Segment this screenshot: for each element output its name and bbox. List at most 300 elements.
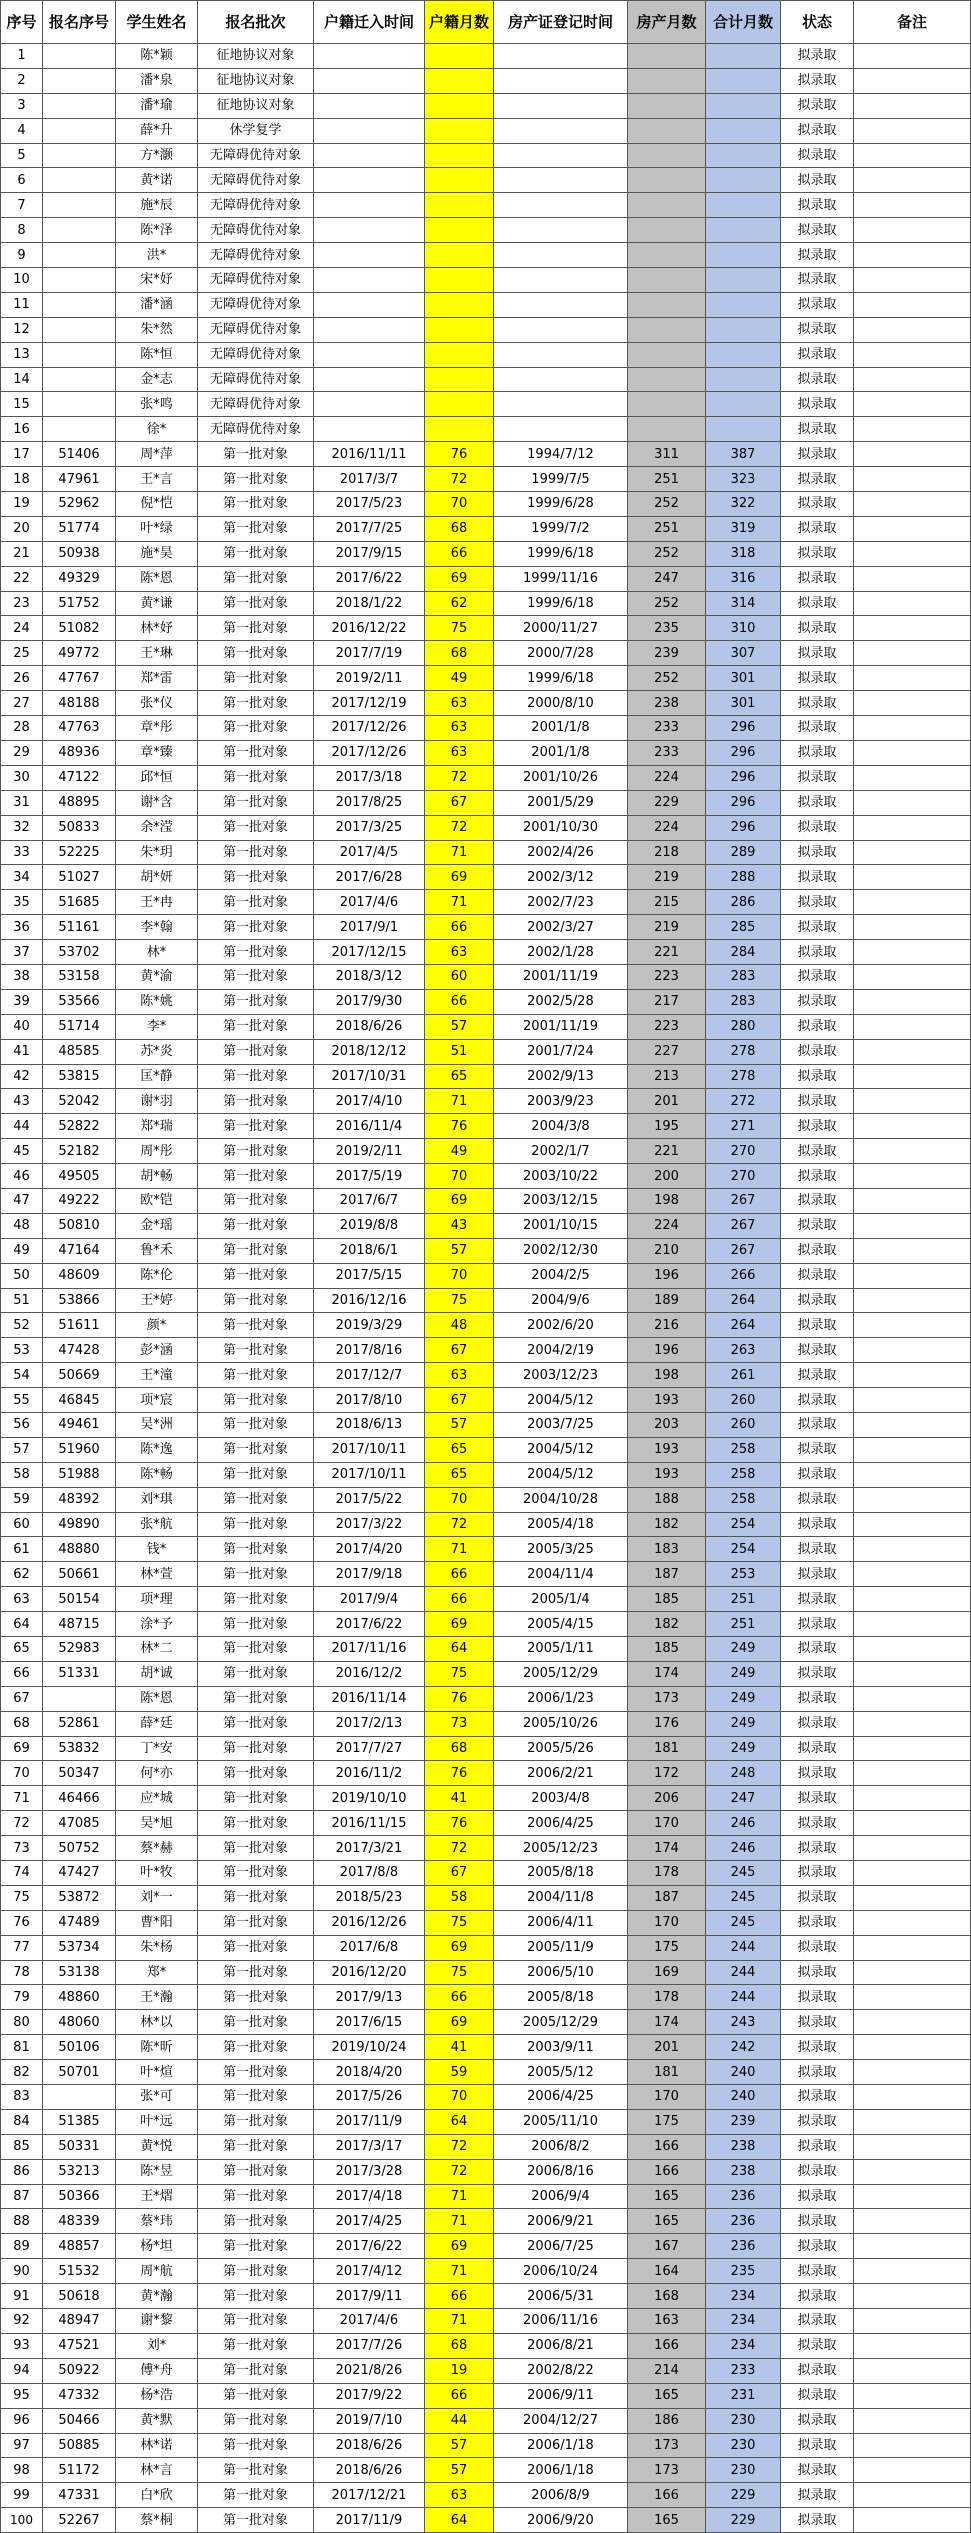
- student-name-cell: 张*可: [116, 2085, 198, 2110]
- hukou-date-cell: 2017/9/4: [314, 1587, 425, 1612]
- property-months-cell: 166: [628, 2159, 706, 2184]
- student-name-cell: 陈*泽: [116, 218, 198, 243]
- status-cell: 拟录取: [781, 964, 854, 989]
- remark-cell: [854, 915, 971, 940]
- seq-cell: 72: [1, 1811, 43, 1836]
- batch-cell: 第一批对象: [198, 790, 314, 815]
- student-name-cell: 鲁*禾: [116, 1238, 198, 1263]
- remark-cell: [854, 2060, 971, 2085]
- hukou-months-cell: 57: [425, 1238, 494, 1263]
- hukou-months-cell: [425, 342, 494, 367]
- property-date-cell: 2002/3/12: [494, 865, 628, 890]
- table-row: [1, 865, 971, 890]
- reg-no-cell: 47767: [43, 666, 116, 691]
- status-cell: 拟录取: [781, 915, 854, 940]
- property-months-cell: 251: [628, 467, 706, 492]
- seq-cell: 11: [1, 292, 43, 317]
- student-name-cell: 张*仪: [116, 691, 198, 716]
- seq-cell: 84: [1, 2109, 43, 2134]
- status-cell: 拟录取: [781, 367, 854, 392]
- hukou-months-cell: 73: [425, 1711, 494, 1736]
- hukou-months-cell: 67: [425, 1861, 494, 1886]
- total-months-cell: 254: [706, 1512, 781, 1537]
- seq-cell: 86: [1, 2159, 43, 2184]
- col-header: 状态: [781, 1, 854, 44]
- reg-no-cell: 53138: [43, 1960, 116, 1985]
- total-months-cell: 230: [706, 2433, 781, 2458]
- hukou-date-cell: 2017/12/19: [314, 691, 425, 716]
- seq-cell: 91: [1, 2284, 43, 2309]
- table-row: [1, 1238, 971, 1263]
- hukou-months-cell: 64: [425, 1637, 494, 1662]
- total-months-cell: 236: [706, 2184, 781, 2209]
- property-date-cell: 2005/8/18: [494, 1861, 628, 1886]
- property-date-cell: 1999/6/18: [494, 541, 628, 566]
- student-name-cell: 方*灏: [116, 143, 198, 168]
- table-row: [1, 1736, 971, 1761]
- total-months-cell: 242: [706, 2035, 781, 2060]
- remark-cell: [854, 1686, 971, 1711]
- hukou-date-cell: 2017/2/13: [314, 1711, 425, 1736]
- reg-no-cell: 48392: [43, 1487, 116, 1512]
- table-row: [1, 1263, 971, 1288]
- status-cell: 拟录取: [781, 1412, 854, 1437]
- total-months-cell: [706, 342, 781, 367]
- remark-cell: [854, 168, 971, 193]
- reg-no-cell: 48339: [43, 2209, 116, 2234]
- student-name-cell: 陈*恩: [116, 566, 198, 591]
- reg-no-cell: 47427: [43, 1861, 116, 1886]
- reg-no-cell: 53566: [43, 989, 116, 1014]
- status-cell: 拟录取: [781, 940, 854, 965]
- table-row: [1, 268, 971, 293]
- property-date-cell: 2005/11/9: [494, 1935, 628, 1960]
- total-months-cell: 260: [706, 1412, 781, 1437]
- hukou-date-cell: 2018/3/12: [314, 964, 425, 989]
- total-months-cell: 296: [706, 815, 781, 840]
- hukou-months-cell: [425, 93, 494, 118]
- seq-cell: 15: [1, 392, 43, 417]
- hukou-months-cell: 71: [425, 1537, 494, 1562]
- property-months-cell: 219: [628, 915, 706, 940]
- property-date-cell: 2002/3/27: [494, 915, 628, 940]
- table-row: [1, 168, 971, 193]
- property-months-cell: [628, 218, 706, 243]
- hukou-date-cell: 2017/9/22: [314, 2383, 425, 2408]
- property-months-cell: 233: [628, 740, 706, 765]
- remark-cell: [854, 1338, 971, 1363]
- status-cell: 拟录取: [781, 2408, 854, 2433]
- table-row: [1, 2209, 971, 2234]
- property-date-cell: 2003/9/11: [494, 2035, 628, 2060]
- student-name-cell: 胡*畅: [116, 1164, 198, 1189]
- student-name-cell: 陈*昱: [116, 2159, 198, 2184]
- property-months-cell: 233: [628, 716, 706, 741]
- seq-cell: 96: [1, 2408, 43, 2433]
- seq-cell: 70: [1, 1761, 43, 1786]
- batch-cell: 第一批对象: [198, 1388, 314, 1413]
- property-date-cell: [494, 93, 628, 118]
- hukou-months-cell: 49: [425, 1139, 494, 1164]
- seq-cell: 47: [1, 1188, 43, 1213]
- hukou-months-cell: 51: [425, 1039, 494, 1064]
- batch-cell: 第一批对象: [198, 1637, 314, 1662]
- hukou-months-cell: 57: [425, 2458, 494, 2483]
- property-months-cell: [628, 193, 706, 218]
- batch-cell: 第一批对象: [198, 2358, 314, 2383]
- seq-cell: 68: [1, 1711, 43, 1736]
- property-date-cell: 2002/6/20: [494, 1313, 628, 1338]
- remark-cell: [854, 2458, 971, 2483]
- remark-cell: [854, 591, 971, 616]
- batch-cell: 第一批对象: [198, 2109, 314, 2134]
- remark-cell: [854, 1014, 971, 1039]
- total-months-cell: 319: [706, 516, 781, 541]
- col-header: 户籍迁入时间: [314, 1, 425, 44]
- status-cell: 拟录取: [781, 1836, 854, 1861]
- reg-no-cell: 50347: [43, 1761, 116, 1786]
- student-name-cell: 刘*琪: [116, 1487, 198, 1512]
- property-date-cell: 2006/2/21: [494, 1761, 628, 1786]
- student-name-cell: 潘*泉: [116, 68, 198, 93]
- hukou-months-cell: [425, 417, 494, 442]
- property-months-cell: 196: [628, 1263, 706, 1288]
- property-months-cell: 252: [628, 591, 706, 616]
- property-months-cell: 166: [628, 2483, 706, 2508]
- seq-cell: 55: [1, 1388, 43, 1413]
- table-row: [1, 2010, 971, 2035]
- batch-cell: 第一批对象: [198, 1736, 314, 1761]
- remark-cell: [854, 2309, 971, 2334]
- property-months-cell: 223: [628, 1014, 706, 1039]
- total-months-cell: 387: [706, 442, 781, 467]
- batch-cell: 第一批对象: [198, 915, 314, 940]
- remark-cell: [854, 1711, 971, 1736]
- student-name-cell: 王*瀚: [116, 1985, 198, 2010]
- property-date-cell: [494, 268, 628, 293]
- hukou-date-cell: 2018/6/26: [314, 2458, 425, 2483]
- table-row: [1, 44, 971, 69]
- hukou-date-cell: [314, 417, 425, 442]
- batch-cell: 第一批对象: [198, 541, 314, 566]
- property-date-cell: 2001/1/8: [494, 740, 628, 765]
- property-date-cell: 2003/4/8: [494, 1786, 628, 1811]
- hukou-months-cell: 72: [425, 467, 494, 492]
- student-name-cell: 蔡*玮: [116, 2209, 198, 2234]
- total-months-cell: 235: [706, 2259, 781, 2284]
- batch-cell: 第一批对象: [198, 2284, 314, 2309]
- seq-cell: 93: [1, 2333, 43, 2358]
- reg-no-cell: 51714: [43, 1014, 116, 1039]
- property-months-cell: 175: [628, 2109, 706, 2134]
- table-row: [1, 616, 971, 641]
- total-months-cell: 243: [706, 2010, 781, 2035]
- table-row: [1, 243, 971, 268]
- property-date-cell: 2005/4/18: [494, 1512, 628, 1537]
- table-row: [1, 1960, 971, 1985]
- hukou-months-cell: 19: [425, 2358, 494, 2383]
- status-cell: 拟录取: [781, 1935, 854, 1960]
- property-date-cell: 2004/12/27: [494, 2408, 628, 2433]
- batch-cell: 第一批对象: [198, 2209, 314, 2234]
- hukou-date-cell: 2017/4/18: [314, 2184, 425, 2209]
- hukou-date-cell: 2017/12/26: [314, 740, 425, 765]
- student-name-cell: 胡*妍: [116, 865, 198, 890]
- table-row: [1, 1711, 971, 1736]
- seq-cell: 60: [1, 1512, 43, 1537]
- seq-cell: 67: [1, 1686, 43, 1711]
- total-months-cell: 244: [706, 1935, 781, 1960]
- student-name-cell: 林*诺: [116, 2433, 198, 2458]
- status-cell: 拟录取: [781, 865, 854, 890]
- batch-cell: 无障碍优待对象: [198, 417, 314, 442]
- remark-cell: [854, 840, 971, 865]
- property-months-cell: 166: [628, 2134, 706, 2159]
- hukou-months-cell: [425, 243, 494, 268]
- student-name-cell: 谢*羽: [116, 1089, 198, 1114]
- reg-no-cell: 52962: [43, 492, 116, 517]
- student-name-cell: 陈*颖: [116, 44, 198, 69]
- property-date-cell: 2006/9/21: [494, 2209, 628, 2234]
- status-cell: 拟录取: [781, 2383, 854, 2408]
- batch-cell: 第一批对象: [198, 1761, 314, 1786]
- total-months-cell: [706, 68, 781, 93]
- remark-cell: [854, 492, 971, 517]
- seq-cell: 14: [1, 367, 43, 392]
- batch-cell: 第一批对象: [198, 1363, 314, 1388]
- property-date-cell: 2005/1/4: [494, 1587, 628, 1612]
- seq-cell: 23: [1, 591, 43, 616]
- total-months-cell: 261: [706, 1363, 781, 1388]
- student-name-cell: 王*熠: [116, 2184, 198, 2209]
- student-name-cell: 叶*绿: [116, 516, 198, 541]
- remark-cell: [854, 1437, 971, 1462]
- reg-no-cell: 46466: [43, 1786, 116, 1811]
- batch-cell: 第一批对象: [198, 740, 314, 765]
- status-cell: 拟录取: [781, 1064, 854, 1089]
- hukou-date-cell: 2016/11/11: [314, 442, 425, 467]
- reg-no-cell: 50938: [43, 541, 116, 566]
- remark-cell: [854, 616, 971, 641]
- seq-cell: 43: [1, 1089, 43, 1114]
- property-months-cell: 176: [628, 1711, 706, 1736]
- reg-no-cell: 51960: [43, 1437, 116, 1462]
- property-months-cell: [628, 168, 706, 193]
- batch-cell: 第一批对象: [198, 1462, 314, 1487]
- reg-no-cell: 47122: [43, 765, 116, 790]
- property-date-cell: 2006/8/16: [494, 2159, 628, 2184]
- hukou-months-cell: 76: [425, 1761, 494, 1786]
- status-cell: 拟录取: [781, 1213, 854, 1238]
- batch-cell: 第一批对象: [198, 2184, 314, 2209]
- batch-cell: 第一批对象: [198, 666, 314, 691]
- seq-cell: 87: [1, 2184, 43, 2209]
- remark-cell: [854, 68, 971, 93]
- student-name-cell: 何*亦: [116, 1761, 198, 1786]
- property-months-cell: 215: [628, 890, 706, 915]
- total-months-cell: 247: [706, 1786, 781, 1811]
- reg-no-cell: 51532: [43, 2259, 116, 2284]
- hukou-date-cell: 2016/12/22: [314, 616, 425, 641]
- remark-cell: [854, 716, 971, 741]
- seq-cell: 80: [1, 2010, 43, 2035]
- batch-cell: 第一批对象: [198, 2309, 314, 2334]
- status-cell: 拟录取: [781, 44, 854, 69]
- table-row: [1, 1089, 971, 1114]
- remark-cell: [854, 666, 971, 691]
- table-row: [1, 1487, 971, 1512]
- hukou-date-cell: 2017/11/9: [314, 2109, 425, 2134]
- status-cell: 拟录取: [781, 1985, 854, 2010]
- total-months-cell: [706, 218, 781, 243]
- batch-cell: 第一批对象: [198, 1935, 314, 1960]
- hukou-date-cell: [314, 317, 425, 342]
- total-months-cell: [706, 193, 781, 218]
- property-months-cell: 186: [628, 2408, 706, 2433]
- property-date-cell: 2006/8/21: [494, 2333, 628, 2358]
- remark-cell: [854, 2508, 971, 2533]
- property-months-cell: 203: [628, 1412, 706, 1437]
- remark-cell: [854, 2259, 971, 2284]
- total-months-cell: 267: [706, 1213, 781, 1238]
- property-date-cell: [494, 243, 628, 268]
- seq-cell: 48: [1, 1213, 43, 1238]
- batch-cell: 无障碍优待对象: [198, 317, 314, 342]
- student-name-cell: 周*航: [116, 2259, 198, 2284]
- batch-cell: 第一批对象: [198, 1039, 314, 1064]
- table-row: [1, 1562, 971, 1587]
- property-months-cell: 252: [628, 492, 706, 517]
- remark-cell: [854, 1363, 971, 1388]
- property-months-cell: 201: [628, 2035, 706, 2060]
- hukou-date-cell: 2017/7/26: [314, 2333, 425, 2358]
- total-months-cell: 260: [706, 1388, 781, 1413]
- remark-cell: [854, 765, 971, 790]
- total-months-cell: 240: [706, 2060, 781, 2085]
- seq-cell: 51: [1, 1288, 43, 1313]
- seq-cell: 12: [1, 317, 43, 342]
- table-row: [1, 467, 971, 492]
- student-name-cell: 施*昊: [116, 541, 198, 566]
- status-cell: 拟录取: [781, 691, 854, 716]
- table-row: [1, 516, 971, 541]
- hukou-months-cell: 76: [425, 1811, 494, 1836]
- reg-no-cell: [43, 118, 116, 143]
- property-date-cell: 2005/8/18: [494, 1985, 628, 2010]
- table-row: [1, 1512, 971, 1537]
- batch-cell: 无障碍优待对象: [198, 292, 314, 317]
- hukou-date-cell: [314, 218, 425, 243]
- hukou-date-cell: 2016/12/16: [314, 1288, 425, 1313]
- batch-cell: 第一批对象: [198, 815, 314, 840]
- remark-cell: [854, 2383, 971, 2408]
- hukou-months-cell: 69: [425, 566, 494, 591]
- hukou-date-cell: 2017/5/26: [314, 2085, 425, 2110]
- status-cell: 拟录取: [781, 1238, 854, 1263]
- hukou-date-cell: 2017/8/25: [314, 790, 425, 815]
- reg-no-cell: 53866: [43, 1288, 116, 1313]
- hukou-date-cell: 2017/6/22: [314, 1612, 425, 1637]
- status-cell: 拟录取: [781, 1711, 854, 1736]
- student-name-cell: 黄*诺: [116, 168, 198, 193]
- total-months-cell: 258: [706, 1487, 781, 1512]
- hukou-date-cell: 2019/8/8: [314, 1213, 425, 1238]
- table-row: [1, 1039, 971, 1064]
- table-row: [1, 1313, 971, 1338]
- property-months-cell: 188: [628, 1487, 706, 1512]
- student-name-cell: 黄*默: [116, 2408, 198, 2433]
- status-cell: 拟录取: [781, 2333, 854, 2358]
- property-date-cell: 2005/4/15: [494, 1612, 628, 1637]
- hukou-date-cell: [314, 118, 425, 143]
- property-months-cell: 224: [628, 815, 706, 840]
- remark-cell: [854, 44, 971, 69]
- col-header: 户籍月数: [425, 1, 494, 44]
- status-cell: 拟录取: [781, 243, 854, 268]
- property-months-cell: 165: [628, 2508, 706, 2533]
- remark-cell: [854, 1885, 971, 1910]
- remark-cell: [854, 1487, 971, 1512]
- hukou-months-cell: 67: [425, 790, 494, 815]
- status-cell: 拟录取: [781, 1388, 854, 1413]
- seq-cell: 2: [1, 68, 43, 93]
- hukou-months-cell: 65: [425, 1437, 494, 1462]
- reg-no-cell: 52267: [43, 2508, 116, 2533]
- property-months-cell: 216: [628, 1313, 706, 1338]
- property-months-cell: 221: [628, 1139, 706, 1164]
- reg-no-cell: 47332: [43, 2383, 116, 2408]
- remark-cell: [854, 1836, 971, 1861]
- hukou-months-cell: 49: [425, 666, 494, 691]
- property-date-cell: 2002/1/28: [494, 940, 628, 965]
- property-date-cell: 2003/10/22: [494, 1164, 628, 1189]
- property-date-cell: 2003/12/15: [494, 1188, 628, 1213]
- property-months-cell: 251: [628, 516, 706, 541]
- hukou-months-cell: 72: [425, 815, 494, 840]
- total-months-cell: [706, 268, 781, 293]
- table-row: [1, 2085, 971, 2110]
- hukou-date-cell: 2017/4/10: [314, 1089, 425, 1114]
- hukou-date-cell: [314, 392, 425, 417]
- table-row: [1, 1587, 971, 1612]
- seq-cell: 82: [1, 2060, 43, 2085]
- property-date-cell: 2004/10/28: [494, 1487, 628, 1512]
- property-months-cell: 170: [628, 2085, 706, 2110]
- hukou-months-cell: 63: [425, 940, 494, 965]
- student-name-cell: 李*翰: [116, 915, 198, 940]
- table-row: [1, 442, 971, 467]
- batch-cell: 无障碍优待对象: [198, 392, 314, 417]
- property-date-cell: 2006/7/25: [494, 2234, 628, 2259]
- hukou-months-cell: 70: [425, 1164, 494, 1189]
- reg-no-cell: 51172: [43, 2458, 116, 2483]
- student-name-cell: 郑*: [116, 1960, 198, 1985]
- hukou-months-cell: 75: [425, 1960, 494, 1985]
- total-months-cell: 280: [706, 1014, 781, 1039]
- reg-no-cell: 51027: [43, 865, 116, 890]
- total-months-cell: 249: [706, 1711, 781, 1736]
- status-cell: 拟录取: [781, 1164, 854, 1189]
- property-months-cell: 213: [628, 1064, 706, 1089]
- seq-cell: 5: [1, 143, 43, 168]
- total-months-cell: 258: [706, 1437, 781, 1462]
- table-row: [1, 2035, 971, 2060]
- property-date-cell: 2000/11/27: [494, 616, 628, 641]
- total-months-cell: 234: [706, 2333, 781, 2358]
- status-cell: 拟录取: [781, 666, 854, 691]
- table-row: [1, 2060, 971, 2085]
- property-months-cell: 247: [628, 566, 706, 591]
